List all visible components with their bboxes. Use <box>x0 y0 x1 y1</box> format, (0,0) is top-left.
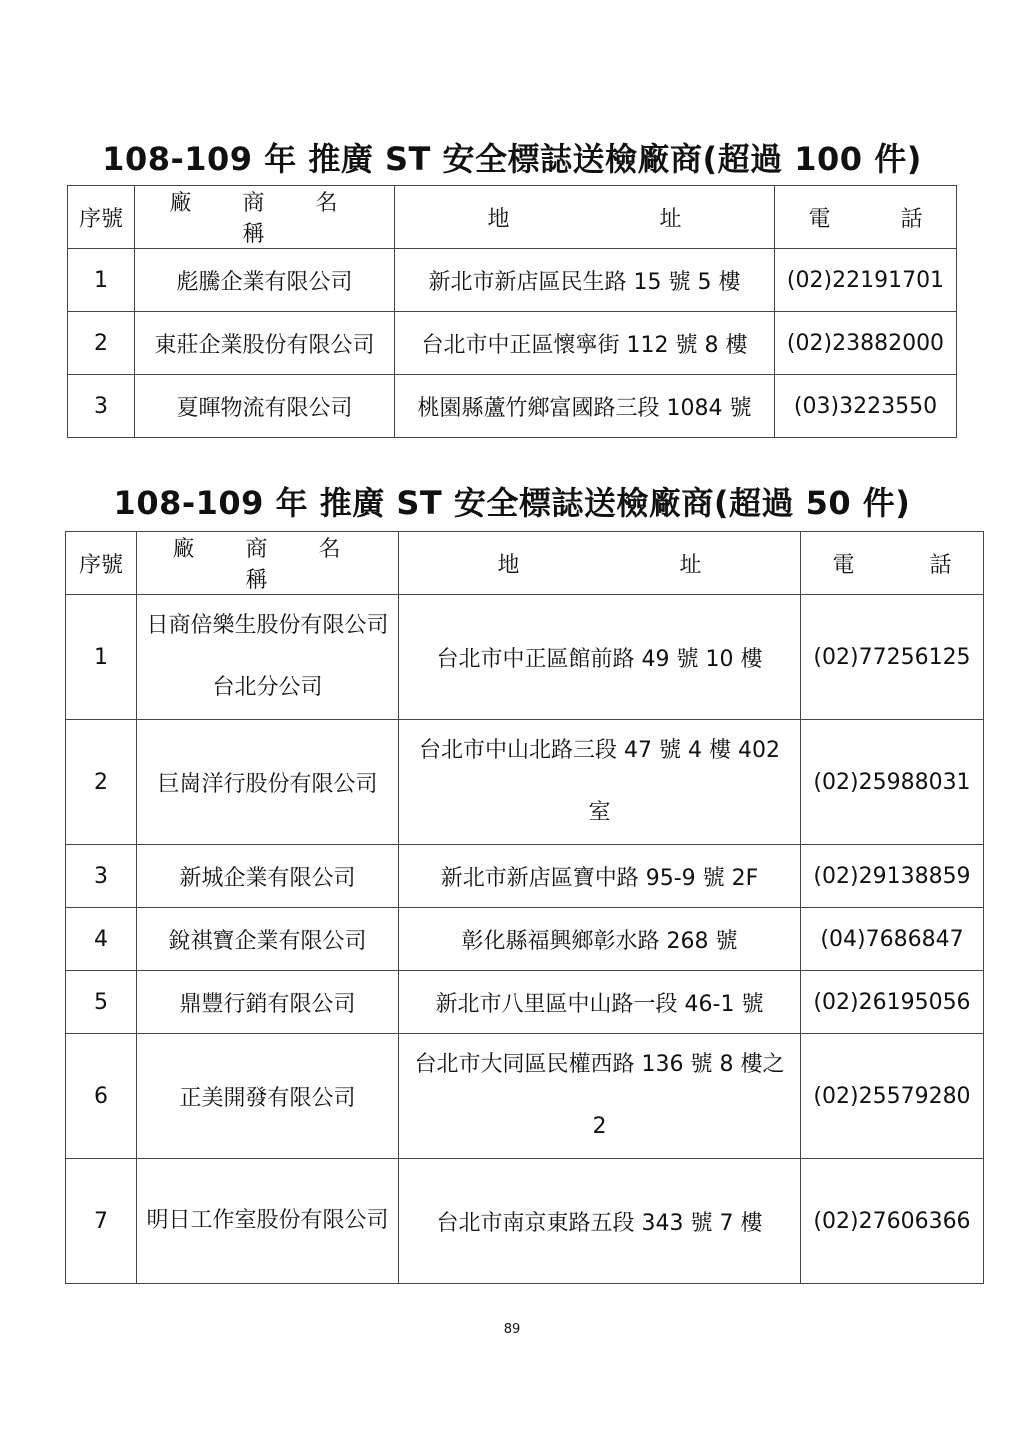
serial-cell: 4 <box>66 908 137 971</box>
table-row <box>66 720 984 845</box>
vendor-name-cell: 明日工作室股份有限公司 <box>137 1159 399 1284</box>
table-row <box>66 908 984 971</box>
vendor-name-cell: 彪騰企業有限公司 <box>135 249 395 312</box>
header-serial: 序號 <box>66 532 137 595</box>
phone-cell: (03)3223550 <box>775 375 957 438</box>
vendor-name-cell: 東莊企業股份有限公司 <box>135 312 395 375</box>
vendor-name-cell: 夏暉物流有限公司 <box>135 375 395 438</box>
phone-cell: (02)26195056 <box>801 971 984 1034</box>
section-title-100: 108-109 年 推廣 ST 安全標誌送檢廠商(超過 100 件) <box>102 140 922 178</box>
serial-cell: 1 <box>68 249 135 312</box>
vendor-name-cell: 日商倍樂生股份有限公司台北分公司 <box>137 595 399 720</box>
phone-cell: (02)25988031 <box>801 720 984 845</box>
phone-cell: (02)23882000 <box>775 312 957 375</box>
header-phone: 電 話 <box>775 186 957 249</box>
table-header-row <box>68 186 957 249</box>
vendor-name-cell: 銳祺寶企業有限公司 <box>137 908 399 971</box>
page-number: 89 <box>503 1322 521 1337</box>
header-serial: 序號 <box>68 186 135 249</box>
vendor-name-cell: 新城企業有限公司 <box>137 845 399 908</box>
header-vendor-name: 廠 商 名 稱 <box>135 186 395 249</box>
section-title-50: 108-109 年 推廣 ST 安全標誌送檢廠商(超過 50 件) <box>113 484 911 522</box>
address-cell: 彰化縣福興鄉彰水路 268 號 <box>399 908 801 971</box>
vendor-table-50 <box>65 531 984 1284</box>
vendor-table-100 <box>67 185 957 438</box>
address-cell: 桃園縣蘆竹鄉富國路三段 1084 號 <box>395 375 775 438</box>
address-cell: 台北市大同區民權西路 136 號 8 樓之 2 <box>399 1034 801 1159</box>
table-row <box>66 595 984 720</box>
serial-cell: 7 <box>66 1159 137 1284</box>
phone-cell: (02)77256125 <box>801 595 984 720</box>
table-row <box>68 312 957 375</box>
serial-cell: 5 <box>66 971 137 1034</box>
address-cell: 台北市中山北路三段 47 號 4 樓 402 室 <box>399 720 801 845</box>
serial-cell: 2 <box>68 312 135 375</box>
serial-cell: 2 <box>66 720 137 845</box>
header-phone: 電 話 <box>801 532 984 595</box>
header-vendor-name: 廠 商 名 稱 <box>137 532 399 595</box>
table-row <box>68 249 957 312</box>
phone-cell: (02)29138859 <box>801 845 984 908</box>
serial-cell: 3 <box>68 375 135 438</box>
address-cell: 新北市八里區中山路一段 46-1 號 <box>399 971 801 1034</box>
serial-cell: 6 <box>66 1034 137 1159</box>
address-cell: 台北市中正區懷寧街 112 號 8 樓 <box>395 312 775 375</box>
table-row <box>66 971 984 1034</box>
header-address: 地 址 <box>395 186 775 249</box>
table-row <box>66 1034 984 1159</box>
address-cell: 台北市南京東路五段 343 號 7 樓 <box>399 1159 801 1284</box>
table-row <box>66 1159 984 1284</box>
table-row <box>66 845 984 908</box>
serial-cell: 1 <box>66 595 137 720</box>
phone-cell: (02)27606366 <box>801 1159 984 1284</box>
phone-cell: (02)22191701 <box>775 249 957 312</box>
phone-cell: (02)25579280 <box>801 1034 984 1159</box>
address-cell: 新北市新店區民生路 15 號 5 樓 <box>395 249 775 312</box>
address-cell: 台北市中正區館前路 49 號 10 樓 <box>399 595 801 720</box>
header-address: 地 址 <box>399 532 801 595</box>
vendor-name-cell: 鼎豐行銷有限公司 <box>137 971 399 1034</box>
vendor-name-cell: 巨崗洋行股份有限公司 <box>137 720 399 845</box>
serial-cell: 3 <box>66 845 137 908</box>
vendor-name-cell: 正美開發有限公司 <box>137 1034 399 1159</box>
phone-cell: (04)7686847 <box>801 908 984 971</box>
table-row <box>68 375 957 438</box>
address-cell: 新北市新店區寶中路 95-9 號 2F <box>399 845 801 908</box>
table-header-row <box>66 532 984 595</box>
